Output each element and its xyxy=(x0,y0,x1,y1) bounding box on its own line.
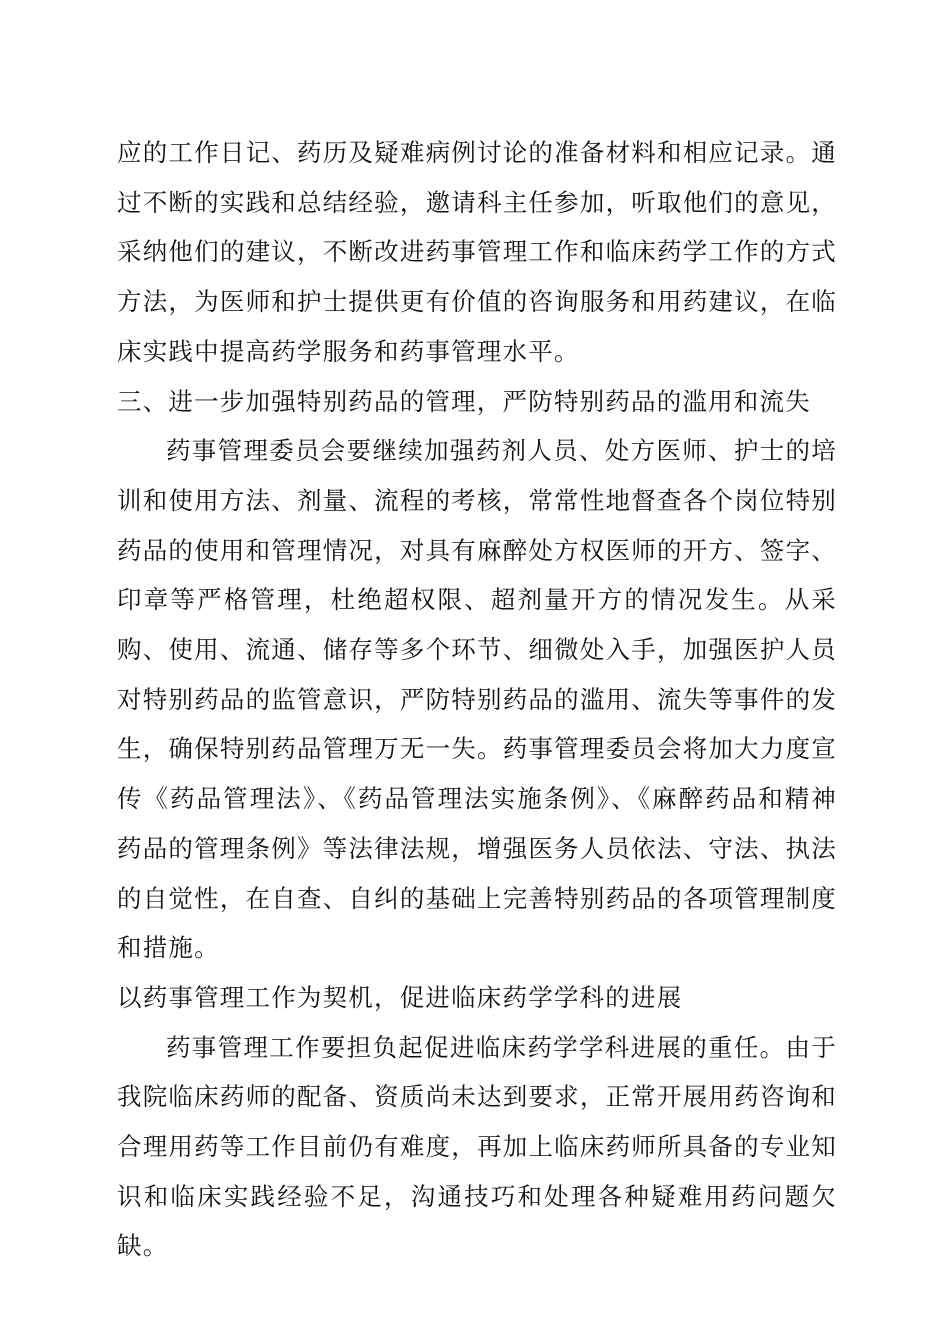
section-heading-4: 以药事管理工作为契机，促进临床药学学科的进展 xyxy=(117,982,683,1012)
section-heading-3: 三、进一步加强特别药品的管理，严防特别药品的滥用和流失 xyxy=(117,386,811,416)
document-body xyxy=(117,128,837,1271)
paragraph-clinical-pharmacy: 药事管理工作要担负起促进临床药学学科进展的重任。由于我院临床药师的配备、资质尚未达到要求，正常开展用药咨询和合理用药等工作目前仍有难度，再加上临床药师所具备的专业知识和临床实践经验不足，沟通技巧和处理各种疑难用药问题欠缺。 xyxy=(117,1032,837,1261)
paragraph-continuation: 应的工作日记、药历及疑难病例讨论的准备材料和相应记录。通过不断的实践和总结经验，邀请科主任参加，听取他们的意见，采纳他们的建议，不断改进药事管理工作和临床药学工作的方式方法，为医师和护士提供更有价值的咨询服务和用药建议，在临床实践中提高药学服务和药事管理水平。 xyxy=(117,138,837,366)
paragraph-special-drugs: 药事管理委员会要继续加强药剂人员、处方医师、护士的培训和使用方法、剂量、流程的考核，常常性地督查各个岗位特别药品的使用和管理情况，对具有麻醉处方权医师的开方、签字、印章等严格管理，杜绝超权限、超剂量开方的情况发生。从采购、使用、流通、储存等多个环节、细微处入手，加强医护人员对特别药品的监管意识，严防特别药品的滥用、流失等事件的发生，确保特别药品管理万无一失。药事管理委员会将加大力度宣传《药品管理法》、《药品管理法实施条例》、《麻醉药品和精神药品的管理条例》等法律法规，增强医务人员依法、守法、执法的自觉性，在自查、自纠的基础上完善特别药品的各项管理制度和措施。 xyxy=(117,436,837,963)
